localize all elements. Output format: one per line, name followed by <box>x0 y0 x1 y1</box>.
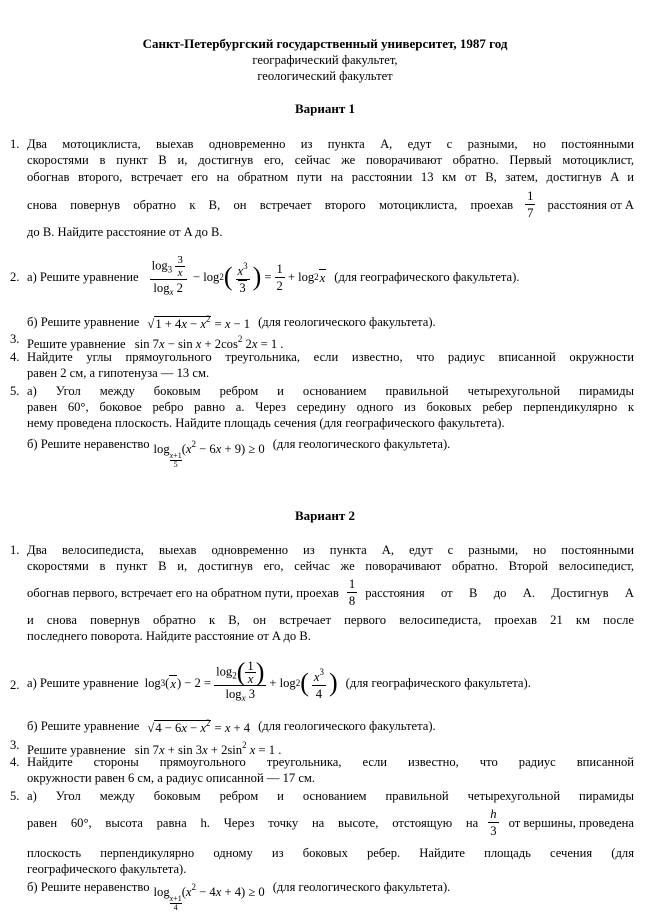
inequality: log $\frac{x+1}{5}$ $(x^2 - 6x + 9) \ge 0$ <box>153 439 265 469</box>
text-line: последнего поворота. Найдите расстояние от A до B. <box>27 629 311 643</box>
equation: $\log_3$ $\frac{3}{x}$ $\log_x 2$ − log 2 ( $\frac{x^3}{3}$ ) = $\frac{1}{2}$ + log 2 x <box>151 254 326 297</box>
text-line: равен 2 см, а гипотенуза — 13 см. <box>27 366 210 380</box>
equation-label: Решите уравнение <box>27 743 126 757</box>
text-line: Найдите углы прямоугольного треугольника, если известно, что радиус вписанной окружности <box>27 350 634 364</box>
problem-number: 1. <box>10 137 20 151</box>
problem-number: 1. <box>10 543 20 557</box>
text-line: а) Угол между боковым ребром и основанием правильной четырехугольной пирамиды <box>27 384 634 398</box>
fraction: $\frac{1}{8}$ <box>348 577 356 608</box>
problem-number: 5. <box>10 789 20 803</box>
equation-note: (для географического факультета). <box>334 270 520 284</box>
text-line: Найдите стороны прямоугольного треугольника, если известно, что радиус вписанной <box>27 755 634 769</box>
equation-note: (для геологического факультета). <box>258 314 436 329</box>
equation-note: (для географического факультета). <box>345 676 531 690</box>
fraction: $\frac{h}{3}$ <box>490 807 497 838</box>
text-segment: равен 60°, высота равна h. Через точку на высоте, отстоящую на <box>27 815 479 830</box>
text-segment: от вершины, проведена <box>508 815 634 830</box>
text-segment: снова повернув обратно к B, он встречает второго мотоциклиста, проехав <box>27 197 514 212</box>
faculty-line-2: геологический факультет <box>257 69 393 83</box>
text-segment: расстояния от A <box>547 197 634 212</box>
problem-number: 4. <box>10 755 20 769</box>
inequality-note: (для геологического факультета). <box>272 880 451 894</box>
text-line: скоростями в пункт B и, достигнув его, сейчас же поворачивают обратно. Второй велосипедист, <box>27 559 634 573</box>
problem-number: 3. <box>10 332 20 346</box>
text-line: обогнав второго, встречает его на обратном пути на расстоянии 13 км от B, затем, достигнув A и <box>27 170 634 184</box>
text-line: скоростями в пункт B и, достигнув его, сейчас же поворачивают обратно. Первый мотоциклист, <box>27 153 634 167</box>
inequality: log $\frac{x+1}{4}$ $(x^2 - 4x + 4) \ge 0$ <box>153 882 265 912</box>
problem-number: 5. <box>10 384 20 398</box>
fraction: $\frac{1}{7}$ <box>527 189 534 220</box>
inequality-label: б) Решите неравенство <box>27 880 150 894</box>
text-line: равен 60°, боковое ребро равно a. Через середину одного из боковых ребер перпендикулярно к <box>27 400 634 414</box>
problem-number: 4. <box>10 350 20 364</box>
equation-label: а) Решите уравнение <box>27 270 139 284</box>
equation: $\sin 7x - \sin x + 2\cos^2$ 2x = 1 . <box>134 334 284 351</box>
text-line: а) Угол между боковым ребром и основанием правильной четырехугольной пирамиды <box>27 789 634 803</box>
equation-label: а) Решите уравнение <box>27 676 139 690</box>
equation: $\sin 7x + \sin 3x + 2\sin^2$ x = 1 . <box>134 740 282 757</box>
equation-label: б) Решите уравнение <box>27 314 140 329</box>
problem-number: 3. <box>10 738 20 752</box>
equation: $√1 + 4x - x^2 = x - 1$ <box>147 314 251 331</box>
text-line: окружности равен 6 см, а радиус описанной — 17 см. <box>27 771 316 785</box>
equation-label: б) Решите уравнение <box>27 718 140 733</box>
document-title: Санкт-Петербургский государственный университет, 1987 год <box>142 36 508 51</box>
problem-number: 2. <box>10 678 20 692</box>
problem-number: 2. <box>10 270 20 284</box>
equation: log 3 ( x ) − 2 = $\log_2$( $\frac{1}{x}$ ) $\log_x 3$ + log 2 ( $\frac{x^3}{4}$ ) <box>144 657 338 703</box>
inequality-note: (для геологического факультета). <box>272 437 451 451</box>
text-line: до B. Найдите расстояние от A до B. <box>27 225 223 239</box>
faculty-line-1: географический факультет, <box>252 53 398 67</box>
equation-label: Решите уравнение <box>27 337 126 351</box>
text-segment: расстояния от B до A. Достигнув A <box>365 585 634 600</box>
text-line: плоскость перпендикулярно одному из боковых ребер. Найдите площадь сечения (для <box>27 846 634 860</box>
text-line: и снова повернув обратно к B, он встречает первого велосипедиста, проехав 21 км после <box>27 613 634 627</box>
text-line: географического факультета). <box>27 862 187 876</box>
document-header <box>0 36 650 84</box>
equation: $√4 - 6x - x^2 = x + 4$ <box>147 718 251 735</box>
text-line: нему проведена плоскость. Найдите площадь сечения (для географического факультета). <box>27 416 505 430</box>
variant-1-title: Вариант 1 <box>294 101 356 116</box>
inequality-label: б) Решите неравенство <box>27 437 150 451</box>
text-line: Два велосипедиста, выехав одновременно из пункта A, едут с разными, но постоянными <box>27 543 634 557</box>
equation-note: (для геологического факультета). <box>258 718 436 733</box>
variant-2-title: Вариант 2 <box>294 508 356 523</box>
text-segment: обогнав первого, встречает его на обратном пути, проехав <box>27 585 339 600</box>
text-line: Два мотоциклиста, выехав одновременно из пункта A, едут с разными, но постоянными <box>27 137 634 151</box>
